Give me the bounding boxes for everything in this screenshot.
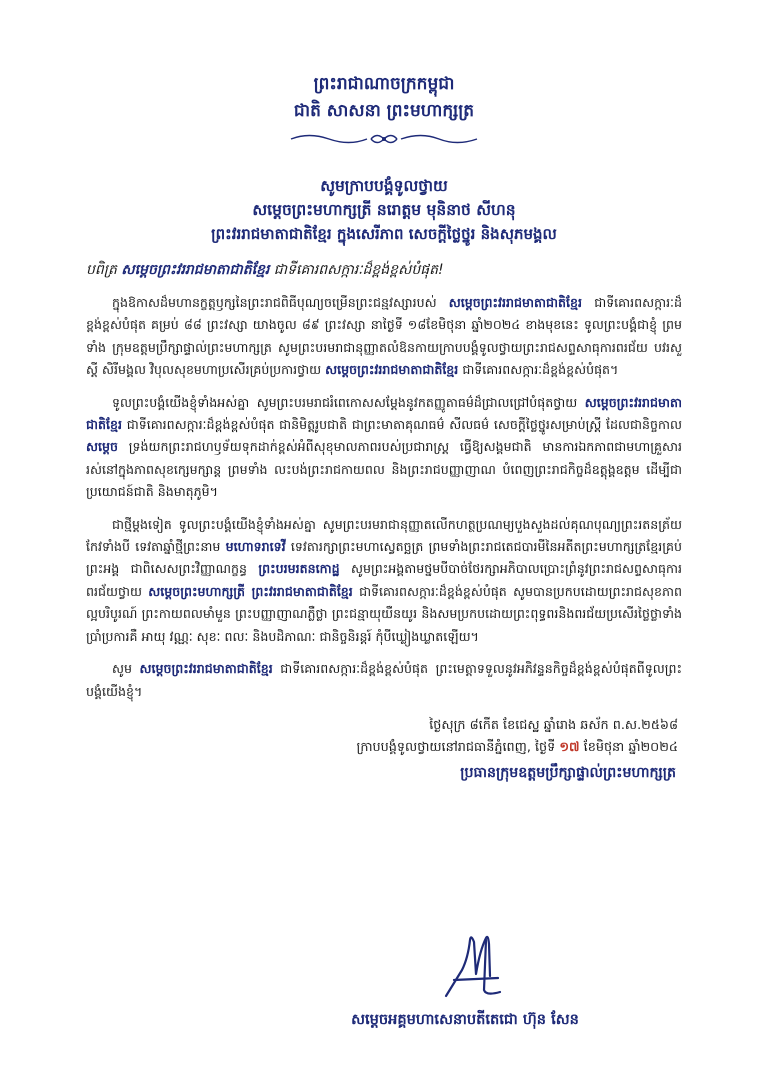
salutation-block <box>86 174 682 246</box>
p1-text-c: ជាទីគោរពសក្ការៈដ៏ខ្ពង់ខ្ពស់បំផុត។ <box>458 362 619 378</box>
salutation-line-2: សម្តេចព្រះមហាក្សត្រី នរោត្តម មុនិនាថ សីហនុ <box>252 201 516 219</box>
salutation-line-3: ព្រះវររាជមាតាជាតិខ្មែរ ក្នុងសេរីភាព សេចក្តីថ្លៃថ្នូរ និងសុភមង្គល <box>211 225 557 243</box>
handwritten-signature-icon <box>440 930 510 1002</box>
p3-text-a: ជាថ្មីម្តងទៀត ទូលព្រះបង្គំយើងខ្ញុំទាំងអស់គ្នា សូមព្រះបរមរាជានុញ្ញាតលើកហត្ថប្រណម្យបួងសួងដល់គុណបុណ្យព្រះរតនត្រ័យ កែវទាំងបី ទេវតាឆ្នាំថ្មីព្រះនាម <box>86 516 682 555</box>
p3-text-c: សូមព្រះអង្គតាមថ្នមបីបាច់ថែរក្សាអភិបាលប្រោះព្រំនូវព្រះរាជសព្ទសាធុការពរជ័យថ្វាយ <box>86 561 682 599</box>
p1-text-b: ជាទីគោរពសក្ការៈដ៏ខ្ពង់ខ្ពស់បំផុត គម្រប់ ៨៨ ព្រះវស្សា យាងចូល ៨៩ ព្រះវស្សា នាថ្ងៃទី ១៨ខែមិថុនា ឆ្នាំ២០២៤ ខាងមុខនេះ ទូលព្រះបង្គំជាខ្ញុំ ព្រមទាំង ក្រុមឧត្តមប្រឹក្សាផ្ទាល់ព្រះមហាក្សត្រ សូមព្រះបរមរាជានុញ្ញាតលំឱនកាយក្រាបបង្គំទូលថ្វាយព្រះរាជសព្ទសាធុការពរជ័យ បវរសួស្តី សិរីមង្គល វិបុលសុខមហាប្រសើរគ្រប់ប្រការថ្វាយ <box>86 295 682 378</box>
p4-text-b: ជាទីគោរពសក្ការៈដ៏ខ្ពង់ខ្ពស់បំផុត ព្រះមេត្តាទទួលនូវអភិវន្ទនកិច្ចដ៏ខ្ពង់ខ្ពស់បំផុតពីទូលព្រះបង្គំយើងខ្ញុំ។ <box>86 661 682 699</box>
p3-title: មហោទរាទេវី <box>225 539 286 555</box>
p3-title-3: សម្តេចព្រះមហាក្សត្រី ព្រះវររាជមាតាជាតិខ្មែរ <box>148 583 353 599</box>
date-block <box>86 715 682 759</box>
signer-name: សម្តេចអគ្គមហាសេនាបតីតេជោ ហ៊ុន សែន <box>351 1011 579 1028</box>
p2-text-a: ទូលព្រះបង្គំយើងខ្ញុំទាំងអស់គ្នា សូមព្រះបរមរាជរំពេកោសសម្តែងនូវកតញ្ញូតាធម៌ដ៏ជ្រាលជ្រៅបំផុតថ្វាយ <box>112 394 585 410</box>
opening-prefix: បពិត្រ <box>86 262 122 278</box>
p2-text-c: ទ្រង់យកព្រះរាជហឫទ័យទុកដាក់ខ្ពស់អំពីសុខុមាលភាពរបស់ប្រជារាស្ត្រ ធ្វើឱ្យសង្គមជាតិ មានការឯកភាពជាមហាគ្រួសារ រស់នៅក្នុងភាពសុខក្សេមក្សាន្ត ព្រមទាំង លះបង់ព្រះរាជកាយពល និងព្រះរាជបញ្ញាញាណ បំពេញព្រះរាជកិច្ចដ៏ឧត្តុង្គឧត្តម ដើម្បីជាប្រយោជន៍ជាតិ និងមាតុភូមិ។ <box>86 439 682 500</box>
p3-text-d: ជាទីគោរពសក្ការៈដ៏ខ្ពង់ខ្ពស់បំផុត សូមបានប្រកបដោយព្រះរាជសុខភាពល្អបរិបូរណ៍ ព្រះកាយពលមាំមួន ព្រះបញ្ញាញាណភ្លឺថ្លា ព្រះជន្មាយុយឺនយូរ និងសមប្រកបដោយព្រះពុទ្ធពរនិងពរជ័យប្រសើរថ្លៃថ្លាទាំងប្រាំប្រការគឺ អាយុ វណ្ណៈ សុខៈ ពលៈ និងបដិភាណៈ ជានិច្ចនិរន្តរ៍ កុំបីឃ្លៀងឃ្លាតឡើយ។ <box>86 583 682 644</box>
place-prefix: ក្រាបបង្គំទូលថ្វាយនៅរាជធានីភ្នំពេញ, ថ្ងៃទី <box>356 739 560 755</box>
lunar-date: ថ្ងៃសុក្រ ៨កើត ខែជេស្ឋ ឆ្នាំរោង ឆស័ក ព.ស.២៥៦៨ <box>429 717 678 733</box>
place-suffix: ខែមិថុនា ឆ្នាំ២០២៤ <box>579 739 678 755</box>
p3-text-b: ទេវតារក្សាព្រះមហាស្វេតច្ឆត្រ ព្រមទាំងព្រះរាជតេជបារមីនៃអតីតព្រះមហាក្សត្រខ្មែរគ្រប់ព្រះអង្គ ជាពិសេសព្រះវិញ្ញាណក្ខន្ធ <box>86 539 683 577</box>
p3-title-2: ព្រះបរមរតនកោដ្ឋ <box>258 561 340 577</box>
p2-text-b: ជាទីគោរពសក្ការៈដ៏ខ្ពង់ខ្ពស់បំផុត ជានិមិត្តរូបជាតិ ជាព្រះមាតាគុណធម៌ សីលធម៌ សេចក្តីថ្លៃថ្នូរសម្រាប់ស្ត្រី ដែលជានិច្ចកាល <box>121 417 682 433</box>
date-day: ១៧ <box>559 739 580 755</box>
p1-title-2: សម្តេចព្រះវររាជមាតាជាតិខ្មែរ <box>325 362 459 378</box>
p2-title-2: សម្តេច <box>86 439 118 455</box>
paragraph-3 <box>86 514 682 648</box>
signatory-office: ប្រធានក្រុមឧត្តមប្រឹក្សាផ្ទាល់ព្រះមហាក្សត្រ <box>460 764 676 781</box>
salutation-line-1: សូមក្រាបបង្គំទូលថ្វាយ <box>320 177 448 195</box>
opening-suffix: ជាទីគោរពសក្ការៈដ៏ខ្ពង់ខ្ពស់បំផុត! <box>269 262 444 278</box>
paragraph-2 <box>86 392 682 504</box>
ornamental-divider-icon <box>289 130 479 148</box>
p2-title: សម្តេចព្រះវររាជមាតាជាតិខ្មែរ <box>86 394 682 433</box>
paragraph-1 <box>86 292 682 382</box>
opening-line <box>86 258 682 282</box>
national-motto: ជាតិ សាសនា ព្រះមហាក្សត្រ <box>293 101 475 121</box>
letterhead <box>86 70 682 148</box>
p1-text-a: ក្នុងឱកាសដ៏មហានក្ខត្តឫក្សនៃព្រះរាជពិធីបុណ្យចម្រើនព្រះជន្មវស្សារបស់ <box>112 295 449 310</box>
p1-title: សម្តេចព្រះវររាជមាតាជាតិខ្មែរ <box>448 295 582 310</box>
kingdom-title: ព្រះរាជាណាចក្រកម្ពុជា <box>313 74 455 94</box>
p4-text-a: សូម <box>112 661 140 677</box>
place-and-date <box>86 737 678 759</box>
p4-title: សម្តេចព្រះវររាជមាតាជាតិខ្មែរ <box>139 661 273 677</box>
opening-title: សម្តេចព្រះវររាជមាតាជាតិខ្មែរ <box>121 262 270 278</box>
paragraph-4 <box>86 658 682 703</box>
